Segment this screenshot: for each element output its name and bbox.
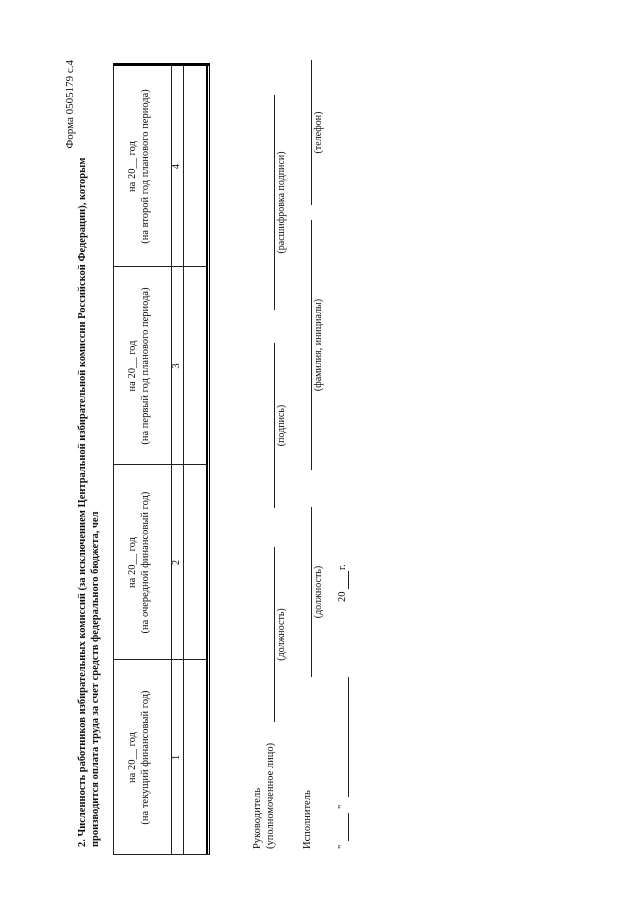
- table-top-border: [113, 63, 114, 855]
- date-year-prefix: 20: [337, 591, 348, 602]
- rotated-form-content: [60, 55, 600, 855]
- date-year-line[interactable]: [348, 571, 349, 589]
- head-signature-caption: (подпись): [276, 404, 287, 447]
- table-cell-col-1[interactable]: [186, 663, 204, 851]
- date-close-quote: ": [337, 804, 348, 809]
- date-year-suffix: г.: [337, 564, 348, 570]
- table-header-col-2: на 20__ год (на очередной финансовый год): [127, 491, 151, 634]
- table-col-number-2: 2: [171, 559, 182, 566]
- section-heading-line-2: производится оплата труда за счет средств федерального бюджета, чел: [89, 511, 101, 847]
- table-bottom-border: [206, 63, 208, 855]
- executor-name-caption: (фамилия, инициалы): [313, 298, 324, 392]
- date-open-quote: ": [337, 844, 348, 849]
- section-heading: [77, 67, 102, 847]
- section-heading-line-1: 2. Численность работников избирательных комиссий (за исключением Центральной избирательной комиссии Российской Федерации), которым: [77, 157, 88, 847]
- table-col-number-3: 3: [171, 363, 182, 369]
- executor-label: Исполнитель: [302, 790, 313, 849]
- executor-phone-line[interactable]: [311, 60, 312, 205]
- date-month-line[interactable]: [348, 677, 349, 797]
- table-col-number-1: 1: [171, 754, 182, 761]
- table-header-col-4: на 20__ год (на второй год планового периода): [127, 89, 151, 244]
- table-cell-col-3[interactable]: [186, 271, 204, 461]
- head-signature-transcript-caption: (расшифровка подписи): [276, 151, 287, 254]
- executor-position-line[interactable]: [311, 507, 312, 677]
- table-cell-col-2[interactable]: [186, 468, 204, 656]
- head-position-caption: (должность): [276, 608, 287, 661]
- table-header-col-3: на 20__ год (на первый год планового периода): [127, 287, 151, 445]
- head-signature-line[interactable]: [274, 343, 275, 508]
- executor-position-caption: (должность): [313, 565, 324, 619]
- table-cell-col-4[interactable]: [186, 70, 204, 263]
- table-bottom-border-outer: [209, 63, 210, 855]
- table-header-col-1: на 20__ год (на текущий финансовый год): [127, 690, 151, 825]
- head-signature-transcript-line[interactable]: [274, 95, 275, 310]
- table-col-number-4: 4: [171, 163, 182, 170]
- date-day-line[interactable]: [348, 813, 349, 841]
- head-label: Руководитель: [252, 788, 263, 849]
- head-sublabel: (уполномоченное лицо): [265, 742, 276, 849]
- executor-phone-caption: (телефон): [313, 111, 324, 154]
- executor-name-line[interactable]: [311, 220, 312, 470]
- form-reference: Форма 0505179 с.4: [64, 60, 76, 149]
- headcount-table: [113, 63, 210, 855]
- head-position-line[interactable]: [274, 547, 275, 722]
